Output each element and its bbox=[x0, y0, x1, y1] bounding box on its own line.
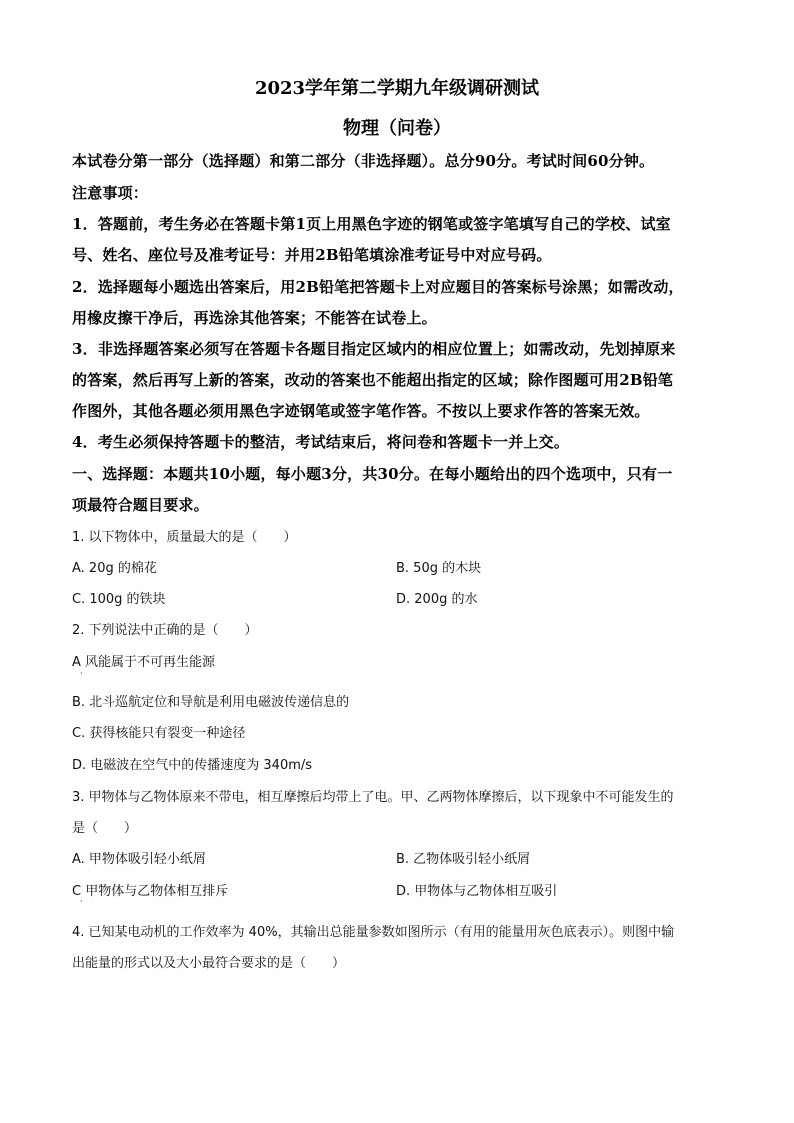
exam-subtitle: 物理（问卷） bbox=[343, 118, 451, 139]
question-3-stem-line-2: 是（ ） bbox=[72, 821, 138, 836]
question-1-option-d: D. 200g 的水 bbox=[396, 592, 478, 607]
section-heading-line-1: 一、选择题：本题共10小题，每小题3分，共30分。在每小题给出的四个选项中，只有一 bbox=[72, 465, 673, 483]
question-2-stem: 2. 下列说法中正确的是（ ） bbox=[72, 623, 258, 638]
question-1-option-a: A. 20g 的棉花 bbox=[72, 561, 157, 576]
notice-item-1-line-2: 号、姓名、座位号及准考证号：并用2B铅笔填涂准考证号中对应号码。 bbox=[72, 246, 552, 264]
question-1-option-b: B. 50g 的木块 bbox=[396, 561, 482, 576]
question-2-option-c: C. 获得核能只有裂变一种途径 bbox=[72, 726, 246, 741]
stray-dot-mark: · bbox=[80, 897, 83, 906]
question-3-option-a: A. 甲物体吸引轻小纸屑 bbox=[72, 852, 206, 867]
question-4-stem-line-2: 出能量的形式以及大小最符合要求的是（ ） bbox=[72, 956, 346, 971]
notice-heading: 注意事项： bbox=[72, 184, 149, 202]
section-heading-line-2: 项最符合题目要求。 bbox=[72, 496, 209, 514]
question-3-option-b: B. 乙物体吸引轻小纸屑 bbox=[396, 852, 531, 867]
question-2-option-b: B. 北斗巡航定位和导航是利用电磁波传递信息的 bbox=[72, 695, 350, 710]
notice-item-1-line-1: 1．答题前，考生务必在答题卡第1页上用黑色字迹的钢笔或签字笔填写自己的学校、试室 bbox=[72, 215, 671, 233]
notice-item-3-line-2: 的答案，然后再写上新的答案，改动的答案也不能超出指定的区域；除作图题可用2B铅笔 bbox=[72, 371, 674, 389]
exam-title: 2023学年第二学期九年级调研测试 bbox=[254, 78, 540, 99]
notice-item-4-line-1: 4．考生必须保持答题卡的整洁，考试结束后，将问卷和答题卡一并上交。 bbox=[72, 433, 570, 451]
question-3-option-d: D. 甲物体与乙物体相互吸引 bbox=[396, 884, 558, 899]
notice-item-2-line-1: 2．选择题每小题选出答案后，用2B铅笔把答题卡上对应题目的答案标号涂黑；如需改动， bbox=[72, 278, 684, 296]
question-2-option-a: A 风能属于不可再生能源 bbox=[72, 655, 216, 670]
question-3-option-c: C 甲物体与乙物体相互排斥 bbox=[72, 884, 229, 899]
stray-dot-mark: · bbox=[80, 669, 83, 678]
notice-item-3-line-3: 作图外，其他各题必须用黑色字迹钢笔或签字笔作答。不按以上要求作答的答案无效。 bbox=[72, 402, 650, 420]
notice-item-2-line-2: 用橡皮擦干净后，再选涂其他答案；不能答在试卷上。 bbox=[72, 309, 437, 327]
question-4-stem-line-1: 4. 已知某电动机的工作效率为 40%，其输出总能量参数如图所示（有用的能量用灰色底表示）。则图中输 bbox=[72, 925, 675, 940]
notice-item-3-line-1: 3．非选择题答案必须写在答题卡各题目指定区域内的相应位置上；如需改动，先划掉原来 bbox=[72, 340, 676, 358]
question-1-stem: 1. 以下物体中，质量最大的是（ ） bbox=[72, 530, 297, 545]
question-3-stem-line-1: 3. 甲物体与乙物体原来不带电，相互摩擦后均带上了电。甲、乙两物体摩擦后，以下现象中不可能发生的 bbox=[72, 790, 674, 805]
intro-text: 本试卷分第一部分（选择题）和第二部分（非选择题）。总分90分。考试时间60分钟。 bbox=[72, 152, 655, 170]
question-2-option-d: D. 电磁波在空气中的传播速度为 340m/s bbox=[72, 758, 313, 773]
question-1-option-c: C. 100g 的铁块 bbox=[72, 592, 166, 607]
